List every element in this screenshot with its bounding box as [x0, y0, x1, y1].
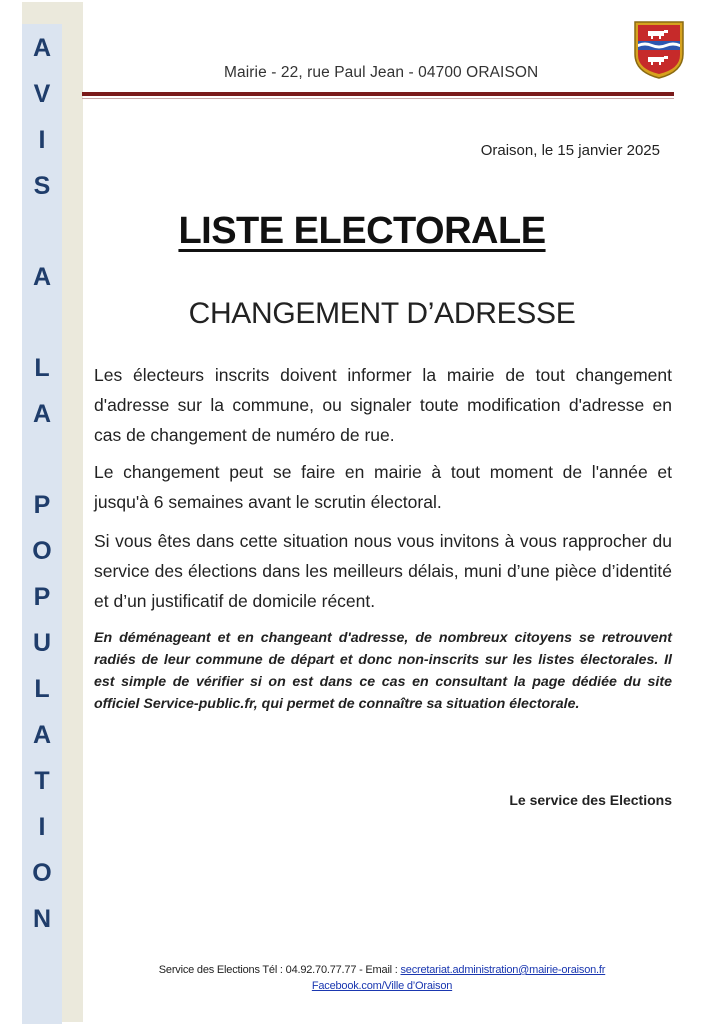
header-rule [82, 92, 674, 96]
footer-facebook-line [0, 978, 724, 994]
band-letter: I [38, 126, 46, 154]
band-letter: L [34, 354, 50, 382]
page-subtitle: CHANGEMENT D’ADRESSE [188, 297, 576, 330]
paragraph-3: Si vous êtes dans cette situation nous vous invitons à vous rapprocher du service des élections dans les meilleurs délais, muni d’une pièce d’identité et d’un justificatif de domicile récent. [94, 531, 672, 611]
band-letter: T [34, 767, 50, 795]
footer [0, 962, 724, 994]
header-rule-thin [82, 98, 674, 99]
facebook-link[interactable]: Facebook.com/Ville d’Oraison [311, 980, 453, 992]
band-letter: S [33, 172, 51, 200]
footer-contact-text: Service des Elections Tél : 04.92.70.77.77 - Email : [158, 964, 401, 976]
band-letter: O [32, 859, 52, 887]
band-letter: A [32, 263, 52, 291]
signature: Le service des Elections [509, 792, 672, 808]
band-letter: N [32, 905, 52, 933]
footer-contact-line [0, 962, 724, 978]
band-letter: A [32, 721, 52, 749]
important-note: En déménageant et en changeant d'adresse, de nombreux citoyens se retrouvent radiés de leur commune de départ et donc non-inscrits sur les listes électorales. Il est simple de vérifier si on est dans ce cas en consultant la page dédiée du site officiel Service-public.fr, qui permet de connaître sa situation électorale. [94, 630, 672, 712]
band-letter: A [32, 400, 52, 428]
email-link[interactable]: secretariat.administration@mairie-oraison.fr [400, 964, 606, 976]
paragraph-2: Le changement peut se faire en mairie à tout moment de l'année et jusqu'à 6 semaines avant le scrutin électoral. [94, 462, 672, 512]
band-letter: U [32, 629, 52, 657]
band-letter: P [33, 583, 51, 611]
band-letter: I [38, 813, 46, 841]
band-letter: L [34, 675, 50, 703]
band-letter: P [33, 491, 51, 519]
document-date: Oraison, le 15 janvier 2025 [480, 142, 660, 159]
coat-of-arms-icon [633, 20, 685, 80]
band-letter: O [32, 537, 52, 565]
page-title [0, 210, 724, 253]
paragraph-1: Les électeurs inscrits doivent informer la mairie de tout changement d'adresse sur la commune, ou signaler toute modification d'adresse en cas de changement de numéro de rue. [94, 365, 672, 445]
band-letter: A [32, 34, 52, 62]
band-letter: V [33, 80, 51, 108]
town-hall-address: Mairie - 22, rue Paul Jean - 04700 ORAISON [224, 64, 539, 81]
page-title-text: LISTE ELECTORALE [178, 210, 546, 252]
